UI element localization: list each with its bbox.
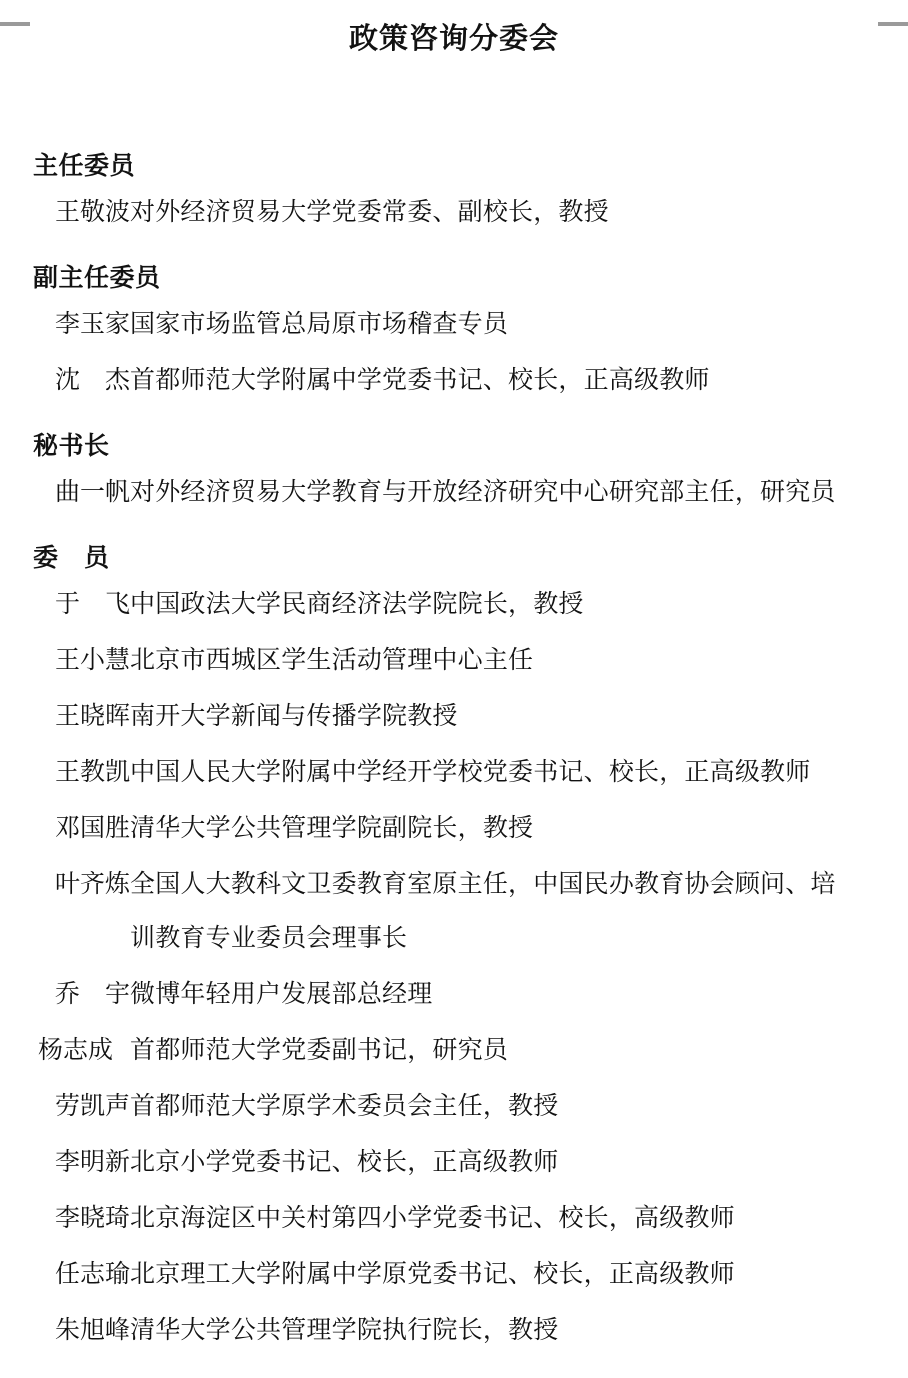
committee-section (0, 264, 908, 408)
member-name: 李明新 (55, 1149, 131, 1176)
member-row (0, 634, 908, 688)
member-row (0, 690, 908, 744)
member-name: 王晓晖 (55, 703, 131, 730)
member-row (0, 466, 908, 520)
section-member-list (0, 298, 908, 408)
member-sections (0, 152, 908, 1358)
member-description: 国家市场监管总局原市场稽查专员 (130, 311, 509, 338)
member-row (0, 1248, 908, 1302)
member-name: 王敬波 (55, 199, 131, 226)
member-row (0, 578, 908, 632)
member-name: 于 飞 (55, 591, 131, 618)
member-row (0, 1024, 908, 1078)
member-description: 首都师范大学党委副书记，研究员 (130, 1037, 509, 1064)
member-row (0, 1192, 908, 1246)
section-member-list (0, 186, 908, 240)
page-edge-mark-right (878, 22, 908, 26)
member-row (0, 1136, 908, 1190)
section-member-list (0, 578, 908, 1358)
member-description: 全国人大教科文卫委教育室原主任，中国民办教育协会顾问、培训教育专业委员会理事长 (130, 871, 836, 952)
section-heading: 秘书长 (33, 432, 110, 460)
member-description: 中国人民大学附属中学经开学校党委书记、校长，正高级教师 (130, 759, 811, 786)
member-name: 邓国胜 (55, 815, 131, 842)
member-row (0, 746, 908, 800)
member-row (0, 858, 908, 966)
member-description: 对外经济贸易大学教育与开放经济研究中心研究部主任，研究员 (130, 479, 836, 506)
section-heading: 副主任委员 (33, 264, 161, 292)
member-name: 王小慧 (55, 647, 131, 674)
member-description: 北京小学党委书记、校长，正高级教师 (130, 1149, 559, 1176)
page-edge-mark-left (0, 22, 30, 26)
member-description: 首都师范大学原学术委员会主任，教授 (130, 1093, 559, 1120)
member-name: 乔 宇 (55, 981, 131, 1008)
section-member-list (0, 466, 908, 520)
page-title: 政策咨询分委会 (348, 23, 559, 55)
member-row (0, 186, 908, 240)
member-name: 曲一帆 (55, 479, 131, 506)
member-name: 李玉家 (55, 311, 131, 338)
member-name: 李晓琦 (55, 1205, 131, 1232)
committee-section (0, 432, 908, 520)
section-heading: 主任委员 (33, 152, 136, 180)
member-description: 中国政法大学民商经济法学院院长，教授 (130, 591, 584, 618)
member-description: 清华大学公共管理学院执行院长，教授 (130, 1317, 559, 1344)
member-description: 北京理工大学附属中学原党委书记、校长，正高级教师 (130, 1261, 735, 1288)
member-row (0, 298, 908, 352)
member-description: 清华大学公共管理学院副院长，教授 (130, 815, 534, 842)
member-name: 任志瑜 (55, 1261, 131, 1288)
member-name: 朱旭峰 (55, 1317, 131, 1344)
committee-section (0, 152, 908, 240)
member-name: 叶齐炼 (55, 871, 131, 898)
member-name: 沈 杰 (55, 367, 131, 394)
member-name: 杨志成 (38, 1037, 114, 1064)
member-description: 北京市西城区学生活动管理中心主任 (130, 647, 534, 674)
section-heading: 委 员 (33, 544, 110, 572)
member-description: 首都师范大学附属中学党委书记、校长，正高级教师 (130, 367, 710, 394)
member-name: 王教凯 (55, 759, 131, 786)
document-page (0, 22, 908, 1358)
committee-section (0, 544, 908, 1358)
member-row (0, 802, 908, 856)
member-description: 南开大学新闻与传播学院教授 (130, 703, 458, 730)
member-row (0, 1080, 908, 1134)
member-description: 微博年轻用户发展部总经理 (130, 981, 433, 1008)
member-description: 对外经济贸易大学党委常委、副校长，教授 (130, 199, 609, 226)
member-name: 劳凯声 (55, 1093, 131, 1120)
member-row (0, 1304, 908, 1358)
member-row (0, 354, 908, 408)
member-row (0, 968, 908, 1022)
member-description: 北京海淀区中关村第四小学党委书记、校长，高级教师 (130, 1205, 735, 1232)
